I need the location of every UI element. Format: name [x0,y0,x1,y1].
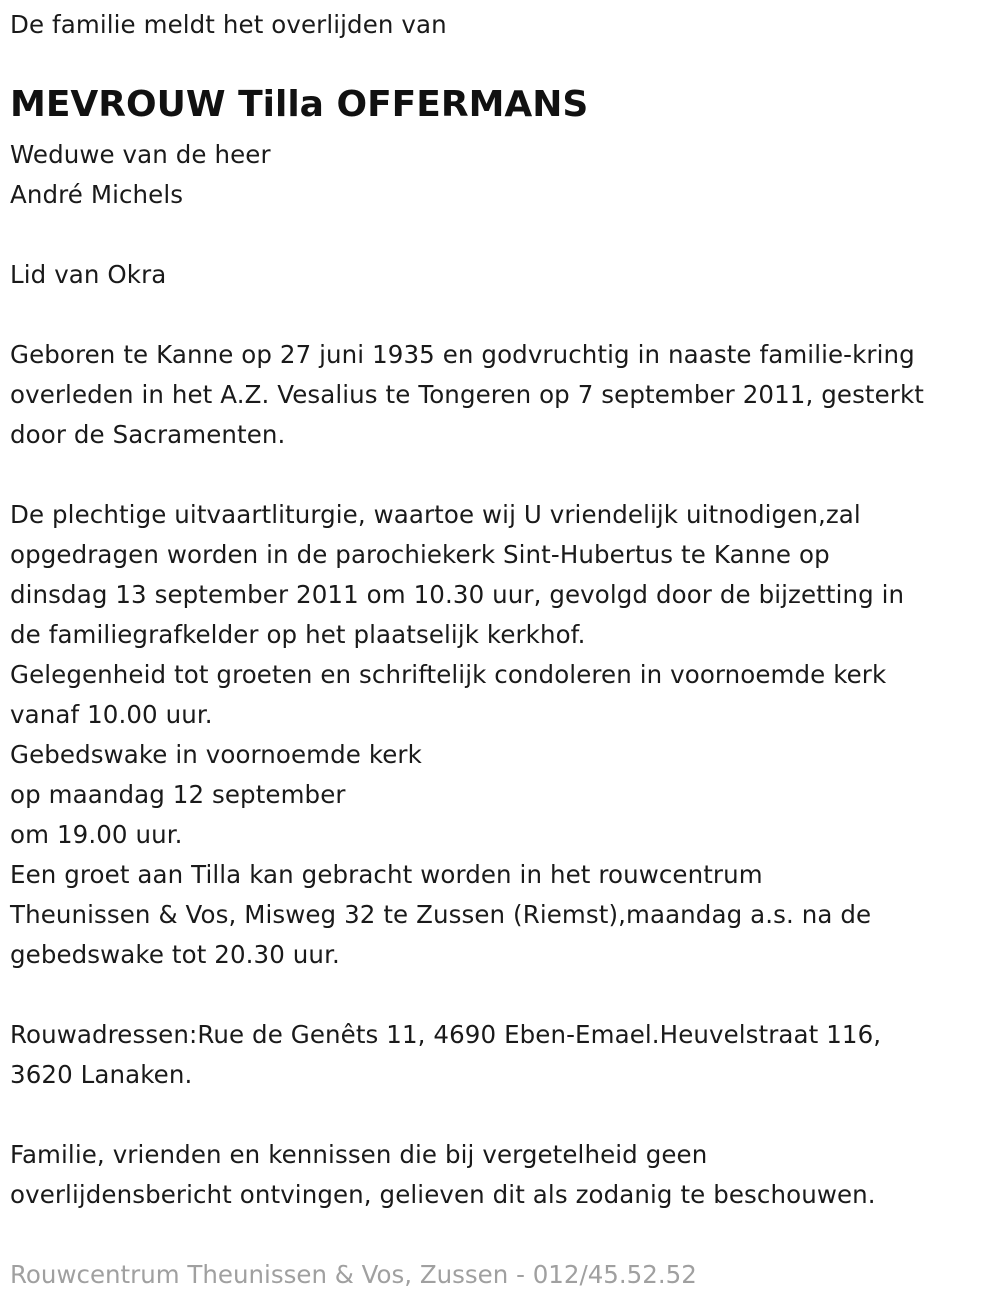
family-note-section [10,1135,876,1215]
membership-section [10,255,166,295]
membership-text: Lid van Okra [10,260,167,289]
birth-death-section [10,335,924,455]
deceased-name: MEVROUW Tilla OFFERMANS [10,84,589,125]
paragraph-line: Gebedswake in voornoemde kerk [10,740,422,769]
funeral-section [10,495,904,975]
widow-line: Weduwe van de heer [10,140,271,169]
paragraph-line: Rouwadressen:Rue de Genêts 11, 4690 Eben-Emael.Heuvelstraat 116, [10,1020,882,1049]
paragraph-line: om 19.00 uur. [10,820,183,849]
paragraph-line: overlijdensbericht ontvingen, gelieven dit als zodanig te beschouwen. [10,1180,876,1209]
paragraph-line: Een groet aan Tilla kan gebracht worden in het rouwcentrum [10,860,763,889]
paragraph-line: Gelegenheid tot groeten en schriftelijk condoleren in voornoemde kerk [10,660,887,689]
paragraph-line: Familie, vrienden en kennissen die bij vergetelheid geen [10,1140,708,1169]
paragraph-line: Geboren te Kanne op 27 juni 1935 en godvruchtig in naaste familie-kring [10,340,915,369]
paragraph-line: op maandag 12 september [10,780,346,809]
widow-line: André Michels [10,180,184,209]
paragraph-line: Theunissen & Vos, Misweg 32 te Zussen (Riemst),maandag a.s. na de [10,900,872,929]
paragraph-line: door de Sacramenten. [10,420,286,449]
paragraph-line: 3620 Lanaken. [10,1060,193,1089]
paragraph-line: gebedswake tot 20.30 uur. [10,940,340,969]
paragraph-line: de familiegrafkelder op het plaatselijk kerkhof. [10,620,586,649]
mourning-address-section [10,1015,881,1095]
paragraph-line: De plechtige uitvaartliturgie, waartoe wij U vriendelijk uitnodigen,zal [10,500,861,529]
paragraph-line: opgedragen worden in de parochiekerk Sint-Hubertus te Kanne op [10,540,830,569]
widow-section [10,135,271,215]
paragraph-line: vanaf 10.00 uur. [10,700,213,729]
funeral-home-footer: Rouwcentrum Theunissen & Vos, Zussen - 012/45.52.52 [10,1260,697,1289]
paragraph-line: dinsdag 13 september 2011 om 10.30 uur, gevolgd door de bijzetting in [10,580,905,609]
intro-text: De familie meldt het overlijden van [10,10,447,39]
paragraph-line: overleden in het A.Z. Vesalius te Tongeren op 7 september 2011, gesterkt [10,380,924,409]
